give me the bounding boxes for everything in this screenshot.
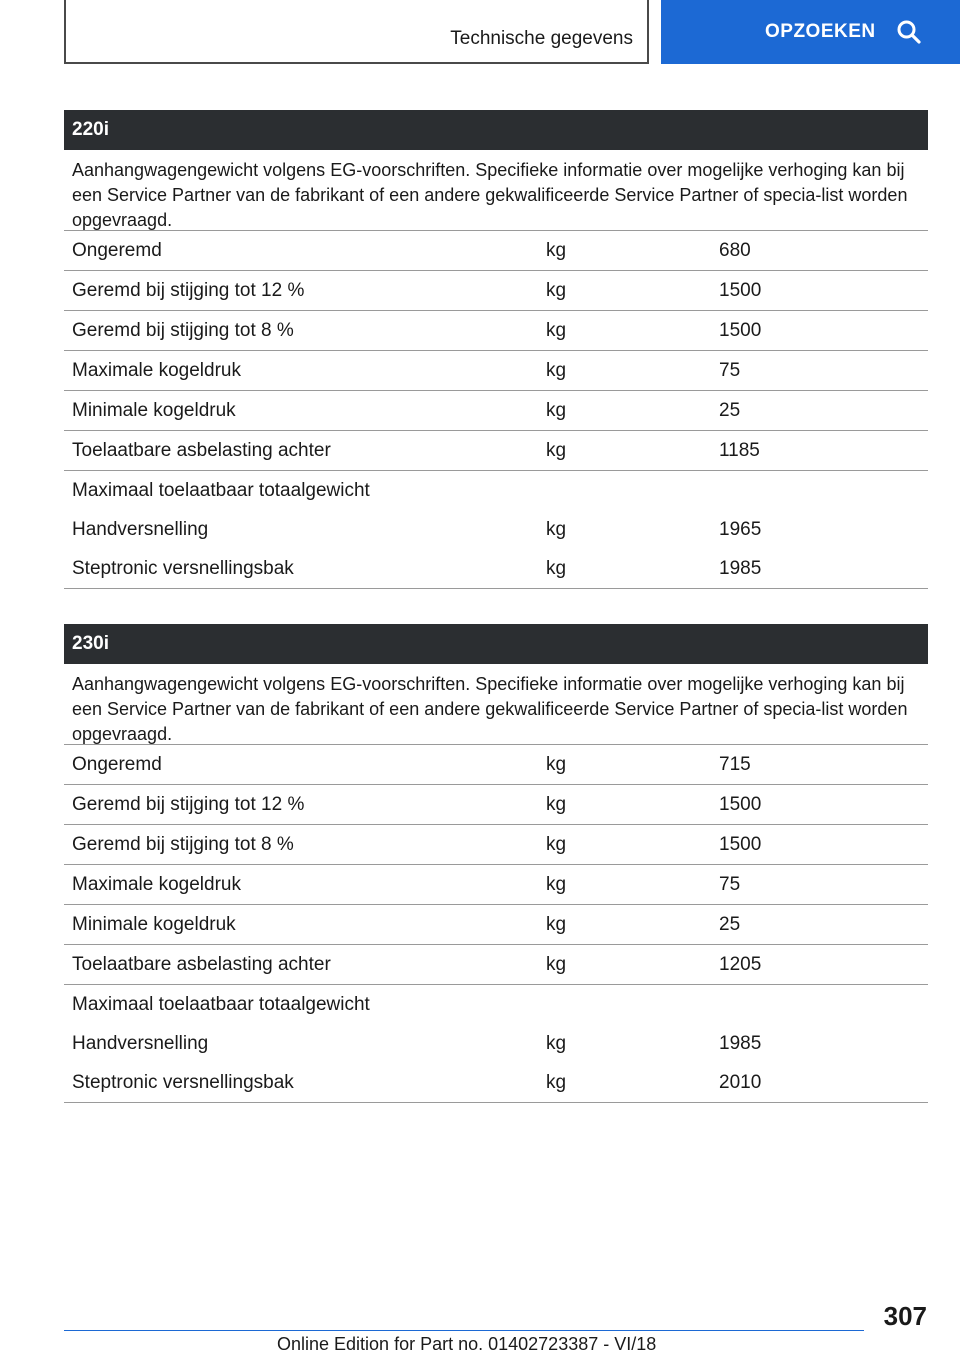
table-row xyxy=(64,1024,928,1063)
table-row xyxy=(64,1063,928,1103)
row-unit: kg xyxy=(546,834,567,855)
row-unit: kg xyxy=(546,1072,567,1093)
row-value: 1205 xyxy=(719,954,762,975)
row-value: 715 xyxy=(719,754,751,775)
table-row xyxy=(64,510,928,549)
row-value: 75 xyxy=(719,874,741,895)
row-value: 1965 xyxy=(719,519,762,540)
row-value: 2010 xyxy=(719,1072,762,1093)
row-unit: kg xyxy=(546,400,567,421)
search-button-label: OPZOEKEN xyxy=(765,21,876,42)
row-label: Minimale kogeldruk xyxy=(72,400,236,421)
row-label: Geremd bij stijging tot 8 % xyxy=(72,834,294,855)
table-row xyxy=(64,549,928,589)
row-unit: kg xyxy=(546,440,567,461)
row-label: Steptronic versnellingsbak xyxy=(72,1072,294,1093)
row-value: 1500 xyxy=(719,834,762,855)
row-label: Handversnelling xyxy=(72,519,209,540)
group-heading-row xyxy=(64,471,928,510)
row-unit: kg xyxy=(546,360,567,381)
row-value: 1985 xyxy=(719,1033,762,1054)
table-row xyxy=(64,431,928,471)
section-heading: 230i xyxy=(64,624,928,664)
row-value: 25 xyxy=(719,400,741,421)
row-label: Toelaatbare asbelasting achter xyxy=(72,440,331,461)
section-description: Aanhangwagengewicht volgens EG-voorschriften. Specifieke informatie over mogelijke verhoging kan bij een Service Partner van de fabrikant of een andere gekwalificeerde Service Partner of specia-list worden opgevraagd. xyxy=(64,664,928,745)
page-section-title: Technische gegevens xyxy=(450,28,633,49)
table-row xyxy=(64,311,928,351)
row-label: Minimale kogeldruk xyxy=(72,914,236,935)
row-label: Ongeremd xyxy=(72,240,162,261)
row-label: Maximale kogeldruk xyxy=(72,874,241,895)
table-row xyxy=(64,391,928,431)
row-unit: kg xyxy=(546,280,567,301)
table-row xyxy=(64,865,928,905)
spec-section-220i xyxy=(64,110,928,589)
row-label: Handversnelling xyxy=(72,1033,209,1054)
spec-section-230i xyxy=(64,624,928,1103)
header-title-box xyxy=(64,0,649,64)
page-number: 307 xyxy=(883,1301,927,1331)
row-value: 1500 xyxy=(719,320,762,341)
row-unit: kg xyxy=(546,874,567,895)
row-unit: kg xyxy=(546,240,567,261)
row-label: Geremd bij stijging tot 12 % xyxy=(72,794,305,815)
group-label: Maximaal toelaatbaar totaalgewicht xyxy=(72,994,370,1015)
row-unit: kg xyxy=(546,754,567,775)
table-row xyxy=(64,231,928,271)
row-value: 1500 xyxy=(719,794,762,815)
row-value: 1185 xyxy=(719,440,760,461)
search-icon xyxy=(896,19,922,45)
row-unit: kg xyxy=(546,954,567,975)
table-row xyxy=(64,945,928,985)
row-unit: kg xyxy=(546,1033,567,1054)
row-label: Geremd bij stijging tot 8 % xyxy=(72,320,294,341)
row-value: 75 xyxy=(719,360,741,381)
group-label: Maximaal toelaatbaar totaalgewicht xyxy=(72,480,370,501)
row-unit: kg xyxy=(546,558,567,579)
row-value: 1985 xyxy=(719,558,762,579)
table-row xyxy=(64,905,928,945)
section-description: Aanhangwagengewicht volgens EG-voorschriften. Specifieke informatie over mogelijke verhoging kan bij een Service Partner van de fabrikant of een andere gekwalificeerde Service Partner of specia-list worden opgevraagd. xyxy=(64,150,928,231)
table-row xyxy=(64,785,928,825)
row-label: Geremd bij stijging tot 12 % xyxy=(72,280,305,301)
row-label: Ongeremd xyxy=(72,754,162,775)
row-value: 25 xyxy=(719,914,741,935)
table-row xyxy=(64,271,928,311)
row-value: 1500 xyxy=(719,280,762,301)
row-label: Toelaatbare asbelasting achter xyxy=(72,954,331,975)
row-unit: kg xyxy=(546,320,567,341)
row-unit: kg xyxy=(546,794,567,815)
search-button[interactable] xyxy=(661,0,960,64)
row-label: Steptronic versnellingsbak xyxy=(72,558,294,579)
footer-divider xyxy=(64,1330,864,1331)
row-value: 680 xyxy=(719,240,751,261)
row-unit: kg xyxy=(546,519,567,540)
footer-edition-text: Online Edition for Part no. 01402723387 - VI/18 xyxy=(277,1334,657,1354)
row-label: Maximale kogeldruk xyxy=(72,360,241,381)
table-row xyxy=(64,351,928,391)
section-heading: 220i xyxy=(64,110,928,150)
table-row xyxy=(64,825,928,865)
row-unit: kg xyxy=(546,914,567,935)
table-row xyxy=(64,745,928,785)
group-heading-row xyxy=(64,985,928,1024)
